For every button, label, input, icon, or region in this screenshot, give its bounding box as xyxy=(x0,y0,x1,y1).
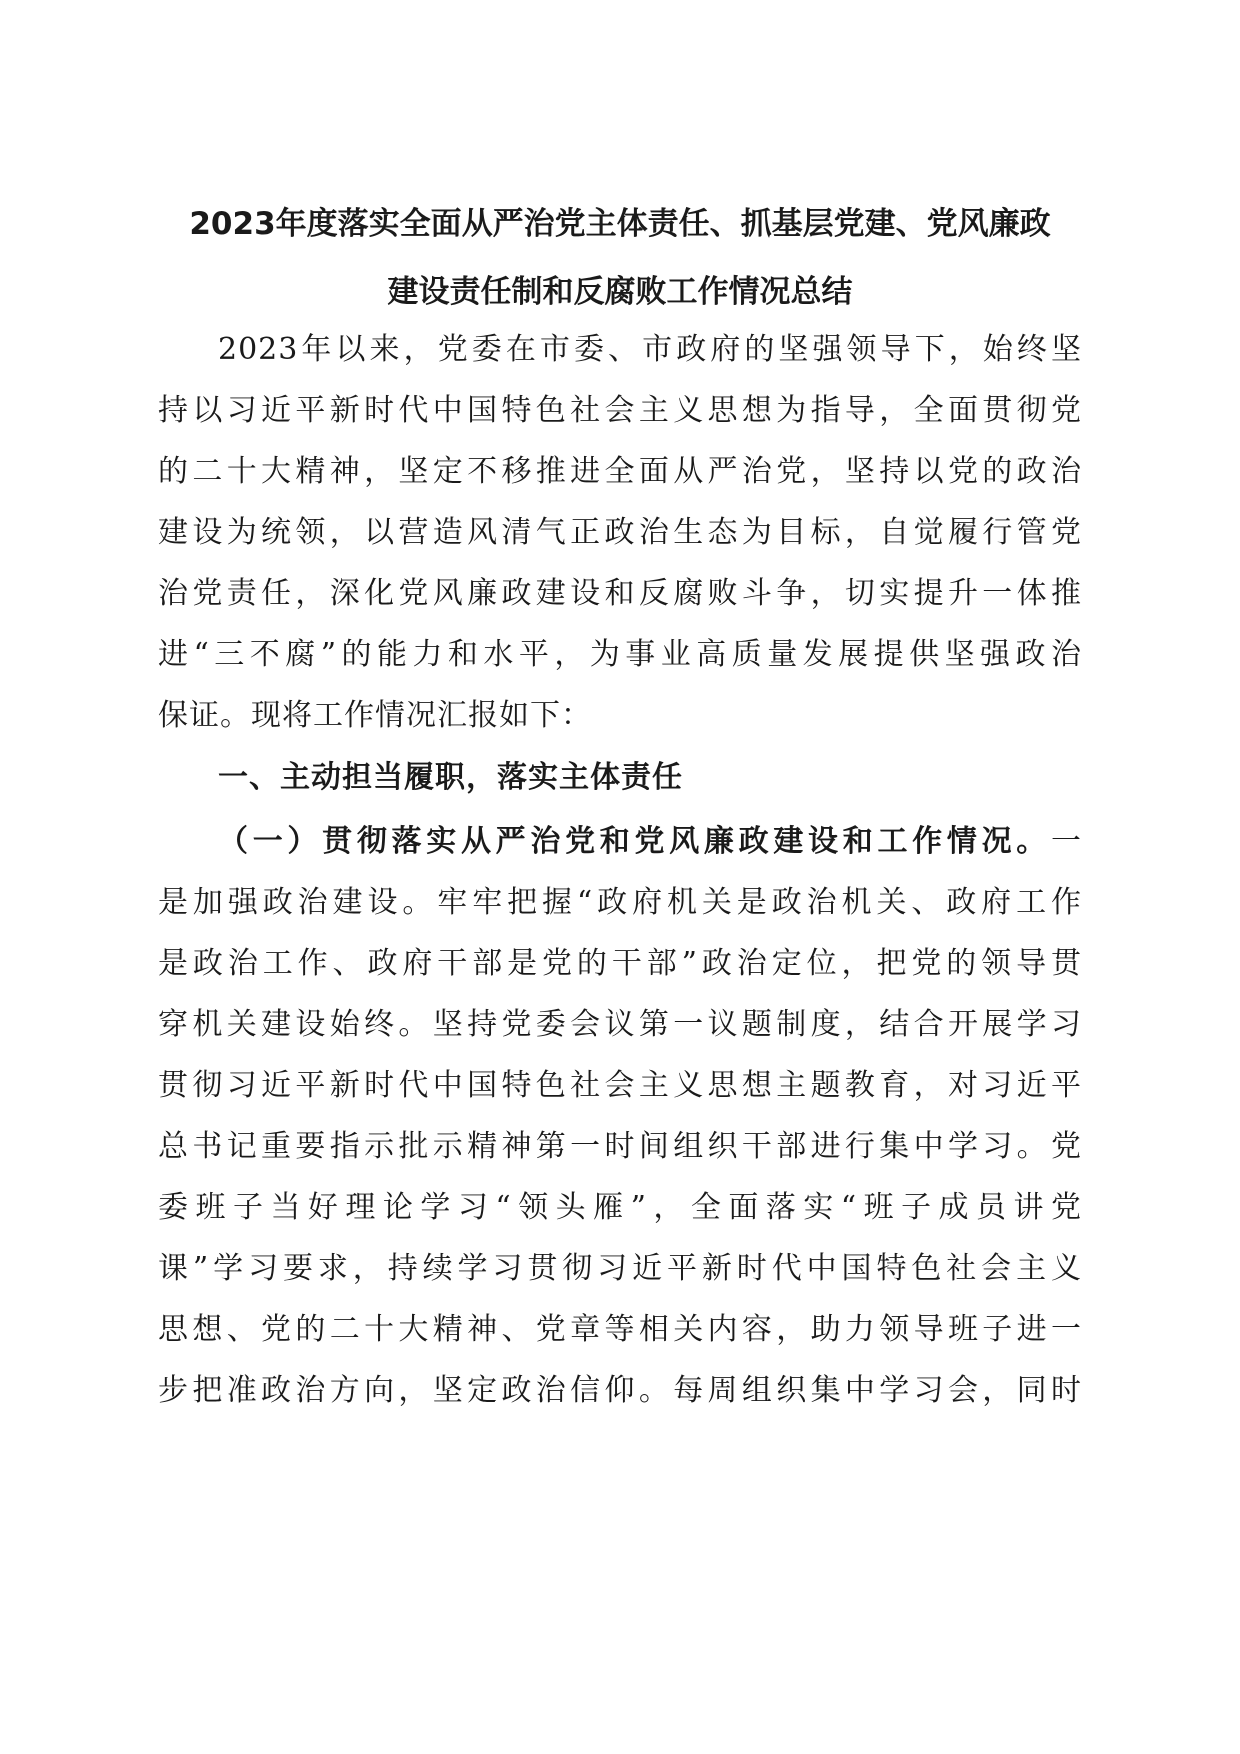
section-heading: 一、主动担当履职，落实主体责任 xyxy=(218,760,683,795)
subsection-heading: （一）贯彻落实从严治党和党风廉政建设和工作情况。 xyxy=(218,824,1051,859)
intro-line: 的二十大精神，坚定不移推进全面从严治党，坚持以党的政治 xyxy=(158,454,1082,489)
intro-line: 保证。现将工作情况汇报如下： xyxy=(158,698,592,733)
intro-line: 2023年以来，党委在市委、市政府的坚强领导下，始终坚 xyxy=(218,332,1082,367)
subsection-lead-text: 一 xyxy=(1051,824,1082,859)
body-line: 思想、党的二十大精神、党章等相关内容，助力领导班子进一 xyxy=(158,1312,1082,1347)
body-line: 是政治工作、政府干部是党的干部”政治定位，把党的领导贯 xyxy=(158,946,1082,981)
intro-line: 持以习近平新时代中国特色社会主义思想为指导，全面贯彻党 xyxy=(158,393,1082,428)
title-line-1: 2023年度落实全面从严治党主体责任、抓基层党建、党风廉政 xyxy=(189,206,1051,242)
intro-line: 进“三不腐”的能力和水平，为事业高质量发展提供坚强政治 xyxy=(158,637,1082,672)
body-line: 总书记重要指示批示精神第一时间组织干部进行集中学习。党 xyxy=(158,1129,1082,1164)
subsection-lead-line xyxy=(218,822,1082,862)
intro-line: 治党责任，深化党风廉政建设和反腐败斗争，切实提升一体推 xyxy=(158,576,1082,611)
body-line: 穿机关建设始终。坚持党委会议第一议题制度，结合开展学习 xyxy=(158,1007,1082,1042)
body-line: 课”学习要求，持续学习贯彻习近平新时代中国特色社会主义 xyxy=(158,1251,1082,1286)
body-line: 是加强政治建设。牢牢把握“政府机关是政治机关、政府工作 xyxy=(158,885,1082,920)
intro-line: 建设为统领，以营造风清气正政治生态为目标，自觉履行管党 xyxy=(158,515,1082,550)
body-line: 贯彻习近平新时代中国特色社会主义思想主题教育，对习近平 xyxy=(158,1068,1082,1103)
title-line-2: 建设责任制和反腐败工作情况总结 xyxy=(387,274,853,310)
body-line: 委班子当好理论学习“领头雁”，全面落实“班子成员讲党 xyxy=(158,1190,1082,1225)
body-line: 步把准政治方向，坚定政治信仰。每周组织集中学习会，同时 xyxy=(158,1373,1082,1408)
document-title xyxy=(150,190,1090,326)
